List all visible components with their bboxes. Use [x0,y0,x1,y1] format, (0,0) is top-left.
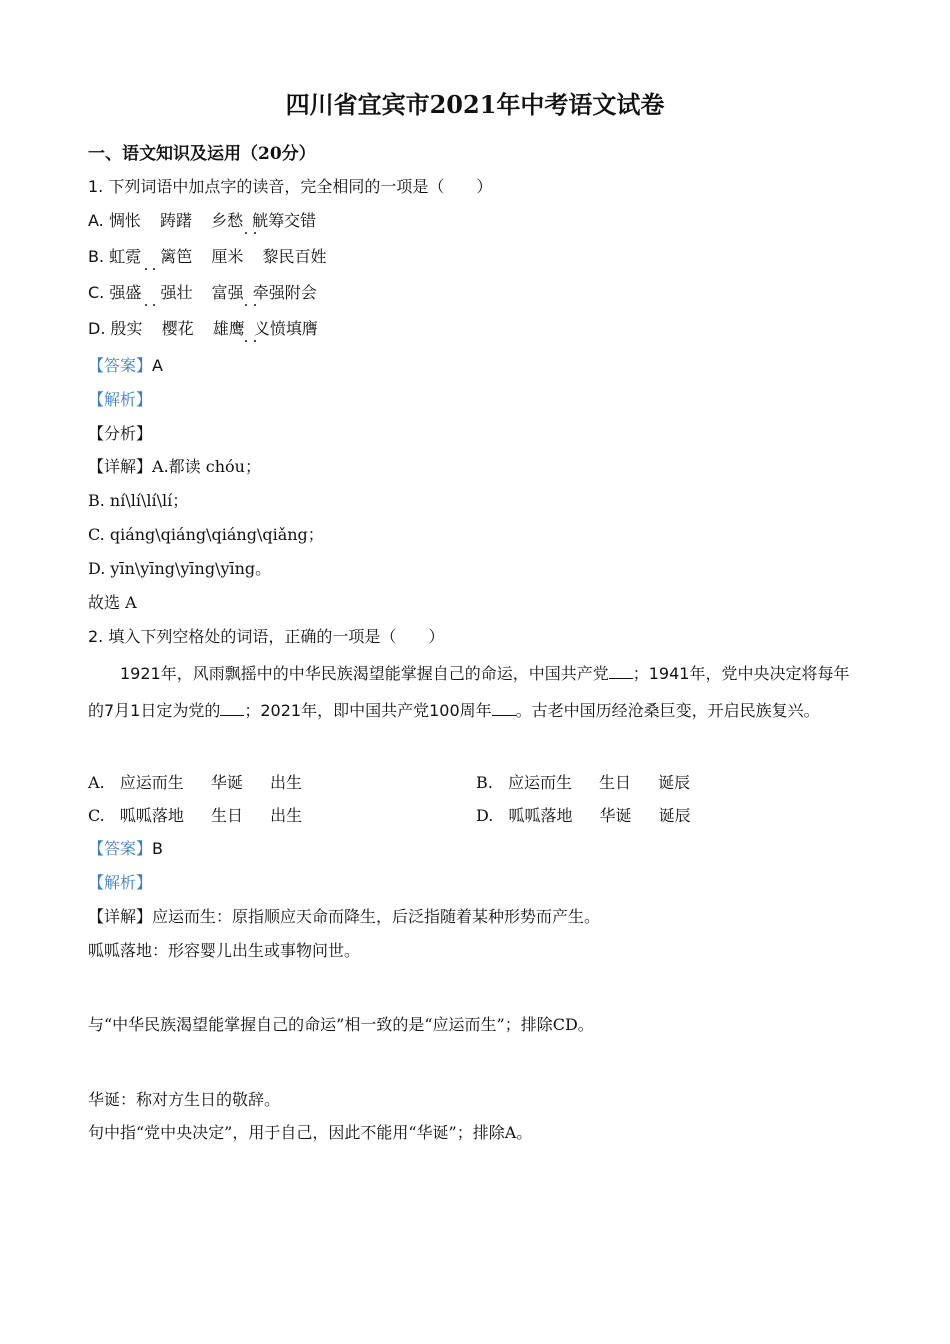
detail-tag: 【详解】 [88,907,153,926]
q2-passage [88,655,864,729]
q1-conclusion: 故选 A [88,593,137,612]
q2-option-a [88,772,302,794]
q1-analysis-tag: 【解析】 [88,390,153,409]
answer-tag: 【答案】 [88,839,153,858]
answer-tag: 【答案】 [88,356,153,375]
q2-option-d [476,805,691,827]
q2-answer [88,838,163,860]
question-text: 下列词语中加点字的读音，完全相同的一项是（ ） [108,177,493,196]
option-word: 踌躇 [159,211,192,230]
option-word: 出生 [270,806,303,825]
q1-option-a [88,210,316,232]
detail-tag: 【详解】 [88,457,153,476]
answer-value: A [152,356,163,375]
q1-option-b [88,246,327,268]
q1-option-d [88,318,318,340]
fill-blank [492,701,516,716]
option-word: 呱呱落地 [119,806,184,825]
q1-option-c [88,282,317,304]
option-word: 雄鹰 [212,319,245,338]
option-letter: D. [88,319,106,338]
option-letter: B. [476,773,493,792]
q1-answer [88,355,163,377]
question-number: 2. [88,627,104,646]
option-word: 诞辰 [658,806,691,825]
option-word: 呱呱落地 [508,806,573,825]
detail-text: 应运而生：原指顺应天命而降生，后泛指随着某种形势而产生。 [152,907,601,926]
fill-blank [609,664,633,679]
emphasis-dot [254,340,256,342]
option-word: 华诞 [599,806,632,825]
q1-fenxi-tag: 【分析】 [88,424,153,443]
option-word: 黎民百姓 [262,247,327,266]
option-word: 生日 [210,806,243,825]
page-title: 四川省宜宾市2021年中考语文试卷 [285,90,665,119]
option-word: 华诞 [210,773,243,792]
passage-text: 1921年，风雨飘摇中的中华民族渴望能掌握自己的命运，中国共产党 [120,664,609,683]
option-word: 觥筹交错 [252,211,317,230]
emphasis-dot [145,268,147,270]
q2-option-b [476,772,690,794]
emphasis-dot [245,232,247,234]
emphasis-dot [153,268,155,270]
q2-option-c [88,805,302,827]
emphasis-dot [254,304,256,306]
option-letter: A. [88,211,104,230]
passage-text: 。古老中国历经沧桑巨变，开启民族复兴。 [515,701,820,720]
option-word: 牵强附会 [252,283,317,302]
emphasis-dot [153,304,155,306]
option-word: 生日 [599,773,632,792]
option-word: 惆怅 [108,211,141,230]
q2-detail-line: 句中指“党中央决定”，用于自己，因此不能用“华诞”；排除A。 [88,1123,533,1142]
passage-text: ；1941年，党中央决定将每年的7月1日定为党的 [88,664,850,720]
emphasis-dot [245,340,247,342]
fill-blank [220,701,244,716]
option-word: 出生 [269,773,302,792]
q1-detail-line [88,456,261,478]
question-2-stem [88,626,444,648]
emphasis-dot [145,304,147,306]
passage-text: ；2021年，即中国共产党100周年 [244,701,492,720]
option-word: 虹霓 [109,247,142,266]
question-text: 填入下列空格处的词语，正确的一项是（ ） [108,627,445,646]
option-letter: C. [88,806,105,825]
option-word: 篱笆 [160,247,193,266]
detail-text: A.都读 chóu； [152,457,261,476]
option-word: 应运而生 [507,773,572,792]
option-letter: C. [88,283,105,302]
q2-detail-line [88,906,600,928]
question-number: 1. [88,177,104,196]
answer-value: B [152,839,163,858]
emphasis-dot [254,232,256,234]
q2-analysis-tag: 【解析】 [88,873,153,892]
option-word: 殷实 [110,319,143,338]
emphasis-dot [245,304,247,306]
question-1-stem [88,176,492,198]
q2-detail-line: 华诞：称对方生日的敬辞。 [88,1090,281,1109]
option-letter: A. [88,773,105,792]
option-letter: B. [88,247,105,266]
option-word: 富强 [211,283,244,302]
q2-detail-line: 呱呱落地：形容婴儿出生或事物问世。 [88,941,361,960]
option-word: 义愤填膺 [253,319,318,338]
q1-detail-line: B. ní\lí\lí\lí； [88,491,189,510]
option-word: 厘米 [211,247,244,266]
option-word: 樱花 [161,319,194,338]
option-word: 应运而生 [119,773,184,792]
q1-detail-line: C. qiáng\qiáng\qiáng\qiǎng； [88,525,324,544]
option-letter: D. [476,806,494,825]
q1-detail-line: D. yīn\yīng\yīng\yīng。 [88,559,272,578]
option-word: 诞辰 [658,773,691,792]
section-heading: 一、语文知识及运用（20分） [88,144,316,164]
option-word: 强壮 [160,283,193,302]
option-word: 乡愁 [211,211,244,230]
q2-detail-line: 与“中华民族渴望能掌握自己的命运”相一致的是“应运而生”；排除CD。 [88,1015,594,1034]
option-word: 强盛 [109,283,142,302]
